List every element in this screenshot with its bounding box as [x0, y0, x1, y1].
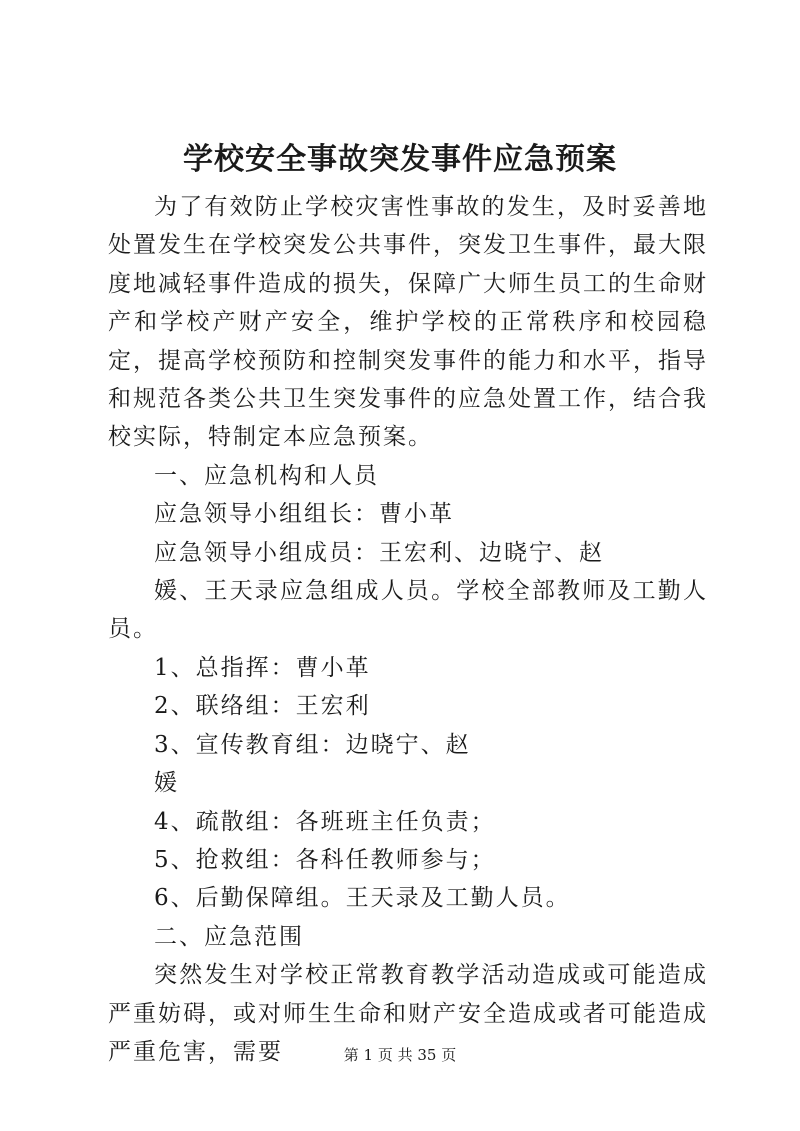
- list-item-logistics: 6、后勤保障组。王天录及工勤人员。: [154, 885, 571, 912]
- list-item-rescue: 5、抢救组：各科任教师参与；: [154, 846, 496, 873]
- intro-paragraph: 为了有效防止学校灾害性事故的发生，及时妥善地处置发生在学校突发公共事件，突发卫生事件，最大限度地减轻事件造成的损失，保障广大师生员工的生命财产和学校产财产安全，维护学校的正常秩序和校园稳定，提高学校预防和控制突发事件的能力和水平，指导和规范各类公共卫生突发事件的应急处置工作，结合我校实际，特制定本应急预案。: [108, 194, 708, 451]
- list-item-evacuation: 4、疏散组：各班班主任负责；: [154, 808, 496, 835]
- members-continued-line: 媛、王天录应急组成人员。学校全部教师及工勤人员。: [108, 578, 708, 643]
- members-line: 应急领导小组成员：王宏利、边晓宁、赵: [154, 539, 604, 566]
- document-body: [108, 188, 708, 1071]
- scope-paragraph: 突然发生对学校正常教育教学活动造成或可能造成严重妨碍，或对师生生命和财产安全造成或者可能造成严重危害，需要: [108, 962, 708, 1065]
- list-item-publicity-continued: 媛: [154, 770, 179, 797]
- document-title: 学校安全事故突发事件应急预案: [183, 142, 617, 177]
- section-heading-organization: 一、应急机构和人员: [154, 462, 379, 489]
- leader-line: 应急领导小组组长：曹小革: [154, 501, 454, 528]
- list-item-commander: 1、总指挥：曹小革: [154, 654, 371, 681]
- list-item-publicity: 3、宣传教育组：边晓宁、赵: [154, 731, 471, 758]
- section-heading-scope: 二、应急范围: [154, 923, 304, 950]
- list-item-liaison: 2、联络组：王宏利: [154, 693, 371, 720]
- page-footer: 第 1 页 共 35 页: [343, 1046, 457, 1064]
